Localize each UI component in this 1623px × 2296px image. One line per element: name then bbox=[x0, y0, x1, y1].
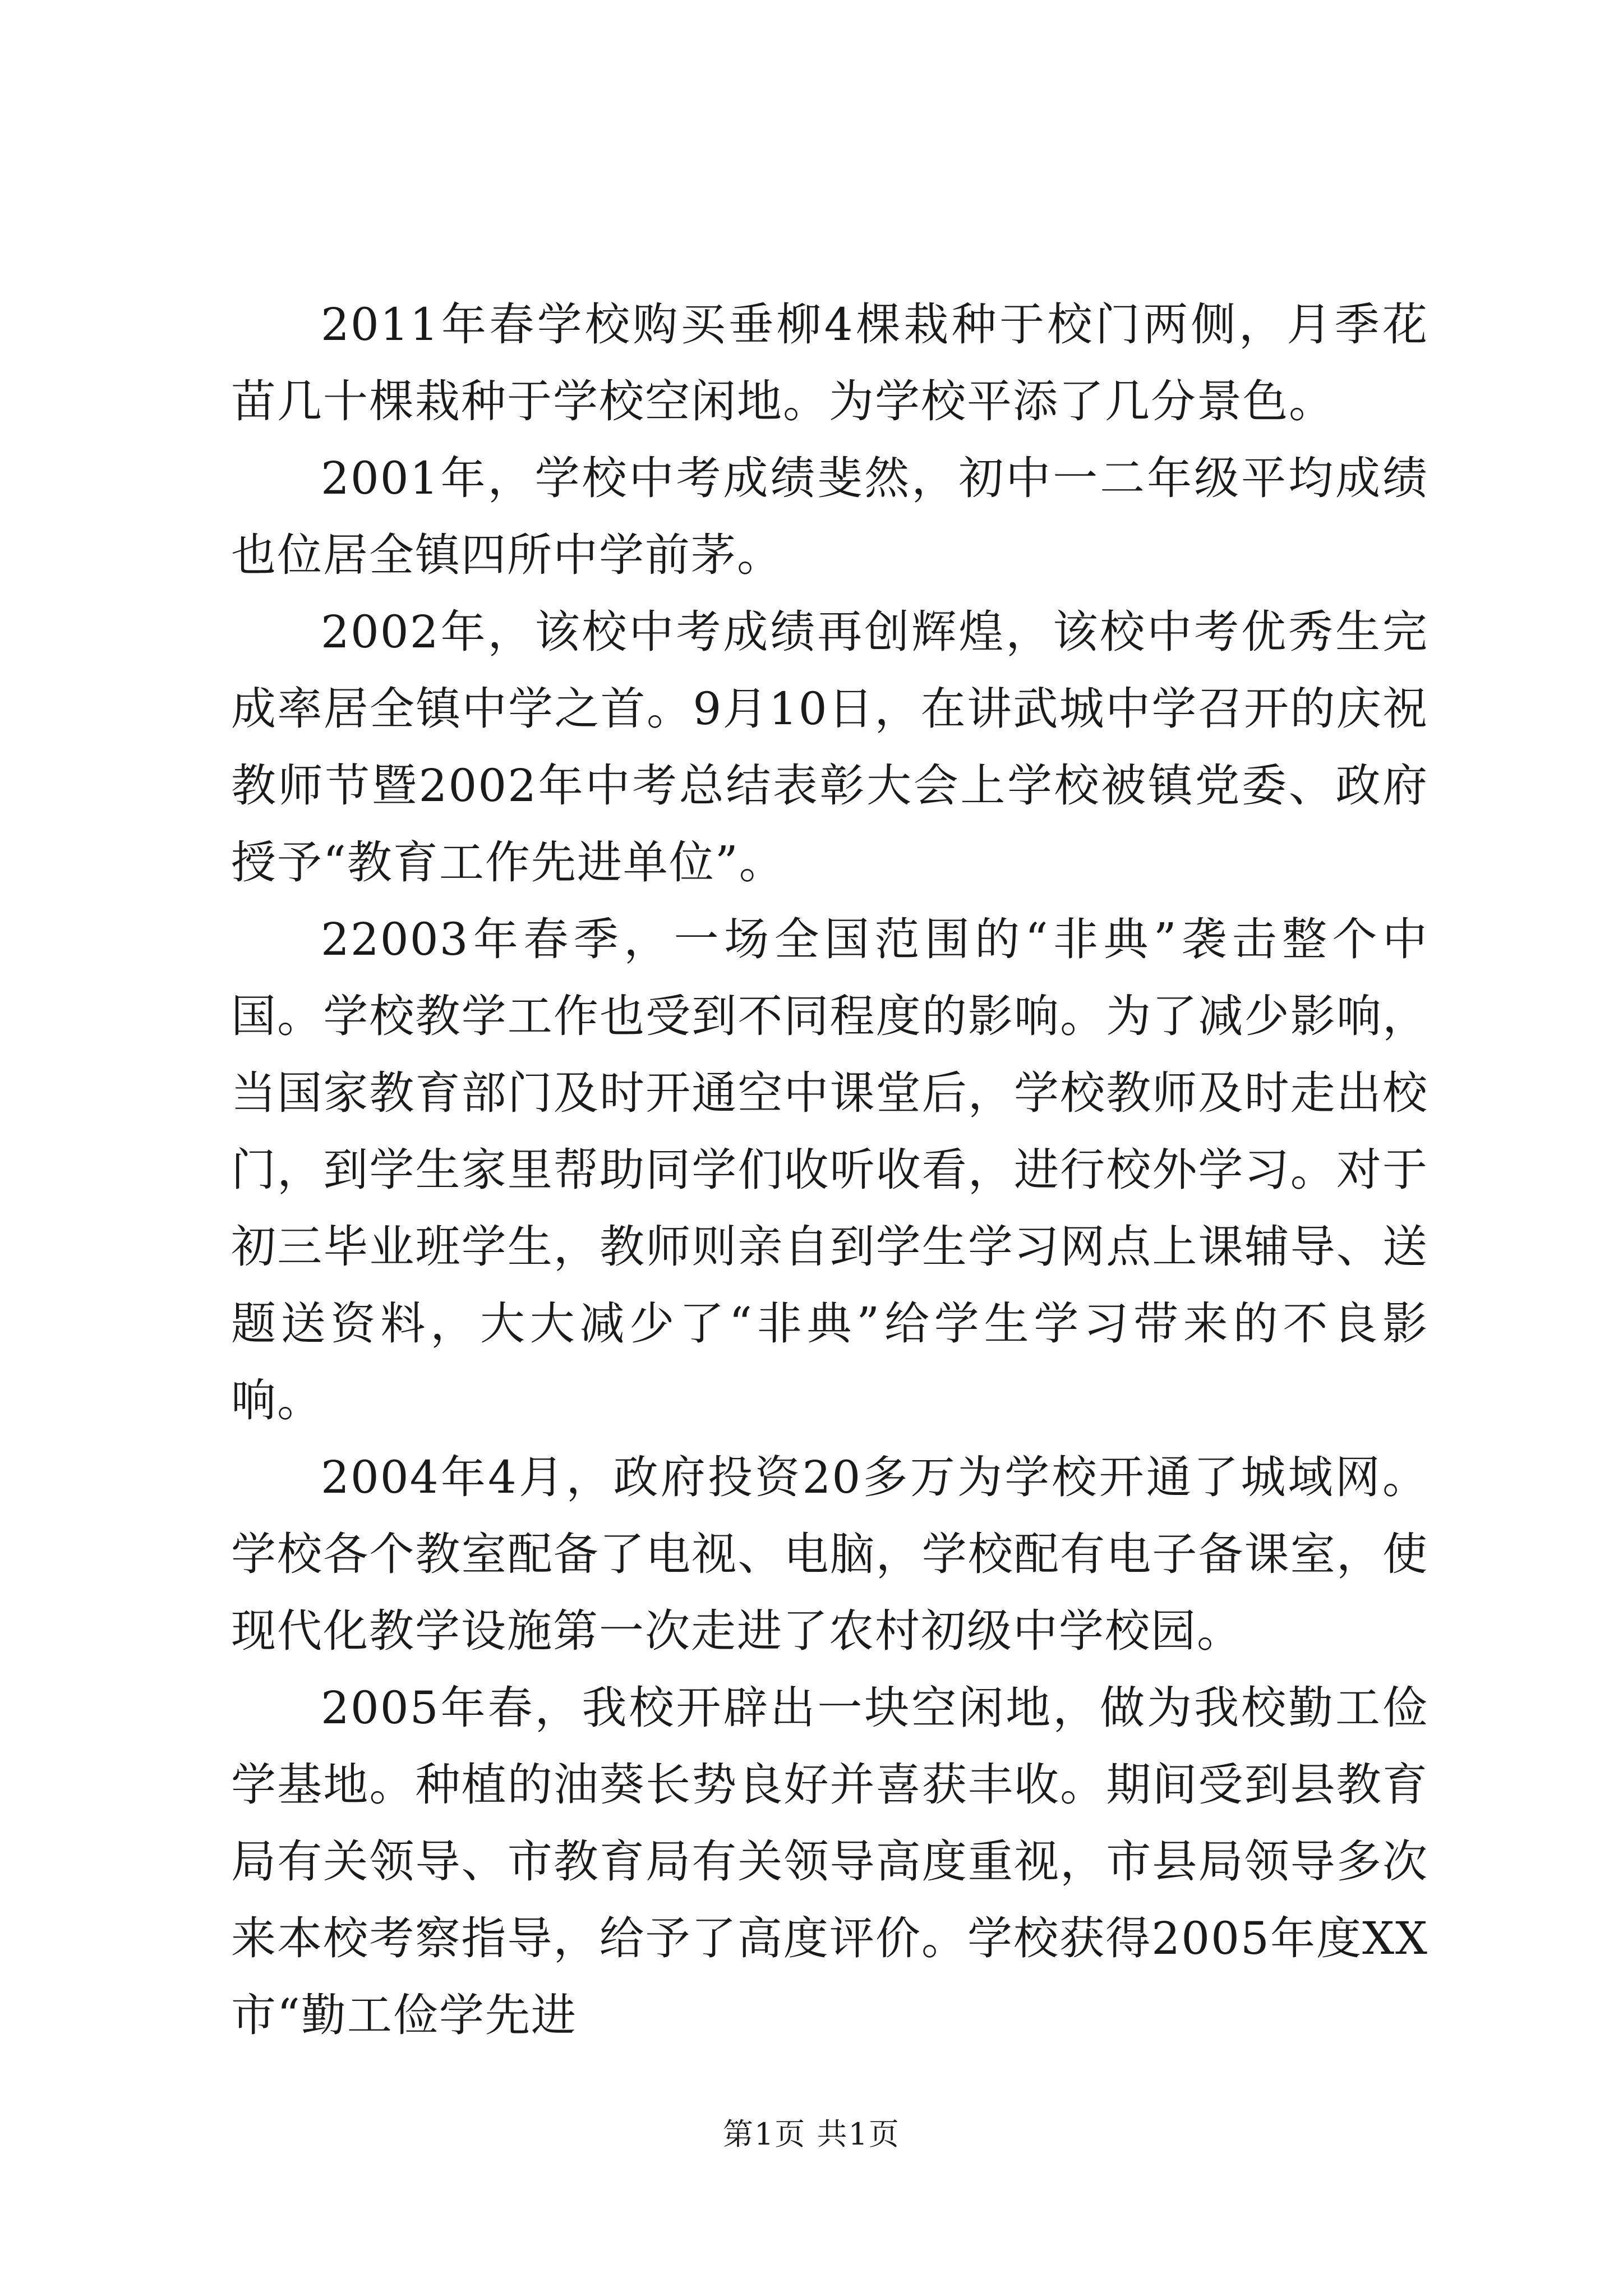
page-footer: 第1页 共1页 bbox=[723, 2116, 900, 2152]
paragraph-2: 2001年，学校中考成绩斐然，初中一二年级平均成绩也位居全镇四所中学前茅。 bbox=[231, 452, 1428, 581]
paragraph-5: 2004年4月，政府投资20多万为学校开通了城域网。学校各个教室配备了电视、电脑，学校配有电子备课室，使现代化教学设施第一次走进了农村初级中学校园。 bbox=[231, 1451, 1428, 1657]
paragraph-6: 2005年春，我校开辟出一块空闲地，做为我校勤工俭学基地。种植的油葵长势良好并喜获丰收。期间受到县教育局有关领导、市教育局有关领导高度重视，市县局领导多次来本校考察指导，给予了高度评价。学校获得2005年度XX市“勤工俭学先进 bbox=[231, 1682, 1428, 2041]
paragraph-4: 22003年春季，一场全国范围的“非典”袭击整个中国。学校教学工作也受到不同程度的影响。为了减少影响，当国家教育部门及时开通空中课堂后，学校教师及时走出校门，到学生家里帮助同学们收听收看，进行校外学习。对于初三毕业班学生，教师则亲自到学生学习网点上课辅导、送题送资料，大大减少了“非典”给学生学习带来的不良影响。 bbox=[231, 913, 1428, 1427]
paragraph-3: 2002年，该校中考成绩再创辉煌，该校中考优秀生完成率居全镇中学之首。9月10日，在讲武城中学召开的庆祝教师节暨2002年中考总结表彰大会上学校被镇党委、政府授予“教育工作先进单位”。 bbox=[231, 606, 1428, 889]
paragraph-1: 2011年春学校购买垂柳4棵栽种于校门两侧，月季花苗几十棵栽种于学校空闲地。为学校平添了几分景色。 bbox=[231, 298, 1428, 427]
document-body bbox=[231, 286, 1428, 2054]
